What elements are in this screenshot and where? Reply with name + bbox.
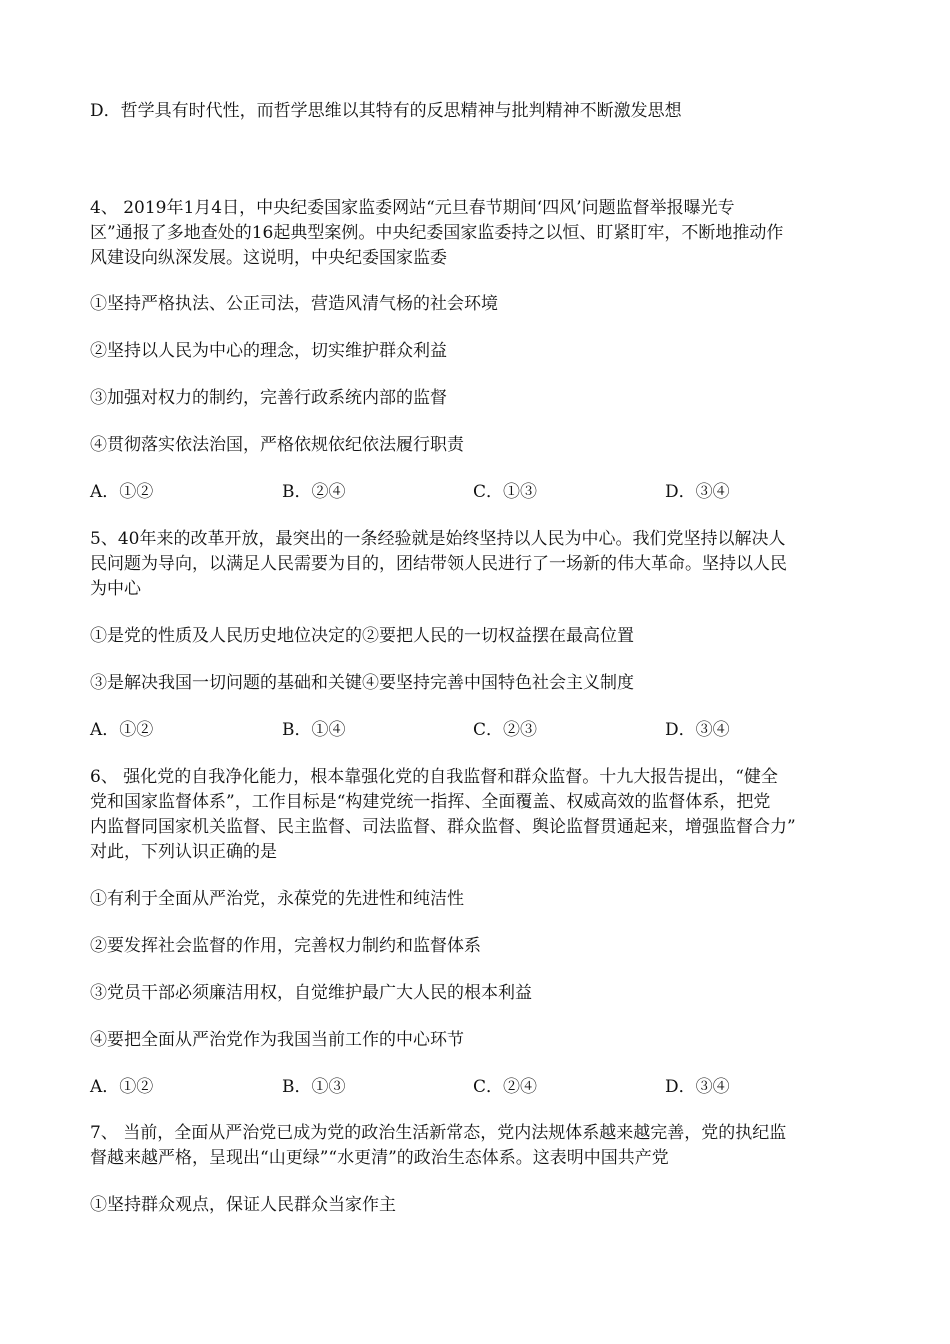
q5-option-c: C．②③ [473, 720, 538, 740]
q7-item-1: ①坚持群众观点，保证人民群众当家作主 [90, 1195, 396, 1215]
q4-item-1: ①坚持严格执法、公正司法，营造风清气杨的社会环境 [90, 294, 498, 314]
q6-option-d: D．③④ [665, 1077, 730, 1097]
q5-stem-line-2: 民问题为导向，以满足人民需要为目的，团结带领人民进行了一场新的伟大革命。坚持以人民 [90, 554, 787, 574]
q4-option-c: C．①③ [473, 482, 538, 502]
q6-stem-line-4: 对此，下列认识正确的是 [90, 842, 277, 862]
q6-item-1: ①有利于全面从严治党，永葆党的先进性和纯洁性 [90, 889, 464, 909]
q6-item-2: ②要发挥社会监督的作用，完善权力制约和监督体系 [90, 936, 481, 956]
q7-stem-line-2: 督越来越严格，呈现出“山更绿”“水更清”的政治生态体系。这表明中国共产党 [90, 1148, 669, 1168]
q7-stem-line-1: 7、 当前，全面从严治党已成为党的政治生活新常态，党内法规体系越来越完善，党的执纪监 [90, 1123, 787, 1143]
q5-item-1: ①是党的性质及人民历史地位决定的②要把人民的一切权益摆在最高位置 [90, 626, 634, 646]
q6-option-b: B．①③ [282, 1077, 346, 1097]
q6-option-a: A．①② [90, 1077, 154, 1097]
q4-option-d: D．③④ [665, 482, 730, 502]
q4-option-b: B．②④ [282, 482, 346, 502]
q4-options [90, 480, 870, 504]
q4-stem-line-1: 4、 2019年1月4日，中央纪委国家监委网站“元旦春节期间‘四风’问题监督举报曝光专 [90, 198, 735, 218]
q6-item-4: ④要把全面从严治党作为我国当前工作的中心环节 [90, 1030, 464, 1050]
q4-item-4: ④贯彻落实依法治国，严格依规依纪依法履行职责 [90, 435, 464, 455]
q5-stem-line-1: 5、40年来的改革开放，最突出的一条经验就是始终坚持以人民为中心。我们党坚持以解决人 [90, 529, 786, 549]
q6-stem-line-3: 内监督同国家机关监督、民主监督、司法监督、群众监督、舆论监督贯通起来，增强监督合力” [90, 817, 796, 837]
q6-item-3: ③党员干部必须廉洁用权，自觉维护最广大人民的根本利益 [90, 983, 532, 1003]
q4-stem-line-2: 区”通报了多地查处的16起典型案例。中央纪委国家监委持之以恒、盯紧盯牢，不断地推动作 [90, 223, 784, 243]
q3-option-d: D．哲学具有时代性，而哲学思维以其特有的反思精神与批判精神不断激发思想 [90, 101, 682, 121]
q5-option-a: A．①② [90, 720, 154, 740]
q6-option-c: C．②④ [473, 1077, 538, 1097]
q4-item-2: ②坚持以人民为中心的理念，切实维护群众利益 [90, 341, 447, 361]
q4-option-a: A．①② [90, 482, 154, 502]
q6-stem-line-2: 党和国家监督体系”，工作目标是“构建党统一指挥、全面覆盖、权威高效的监督体系，把党 [90, 792, 771, 812]
q5-item-2: ③是解决我国一切问题的基础和关键④要坚持完善中国特色社会主义制度 [90, 673, 634, 693]
q5-stem-line-3: 为中心 [90, 579, 141, 599]
q4-stem-line-3: 风建设向纵深发展。这说明，中央纪委国家监委 [90, 248, 447, 268]
q6-options [90, 1075, 870, 1099]
q4-item-3: ③加强对权力的制约，完善行政系统内部的监督 [90, 388, 447, 408]
q5-option-d: D．③④ [665, 720, 730, 740]
q5-option-b: B．①④ [282, 720, 346, 740]
q5-options [90, 718, 870, 742]
q6-stem-line-1: 6、 强化党的自我净化能力，根本靠强化党的自我监督和群众监督。十九大报告提出，“健全 [90, 767, 778, 787]
